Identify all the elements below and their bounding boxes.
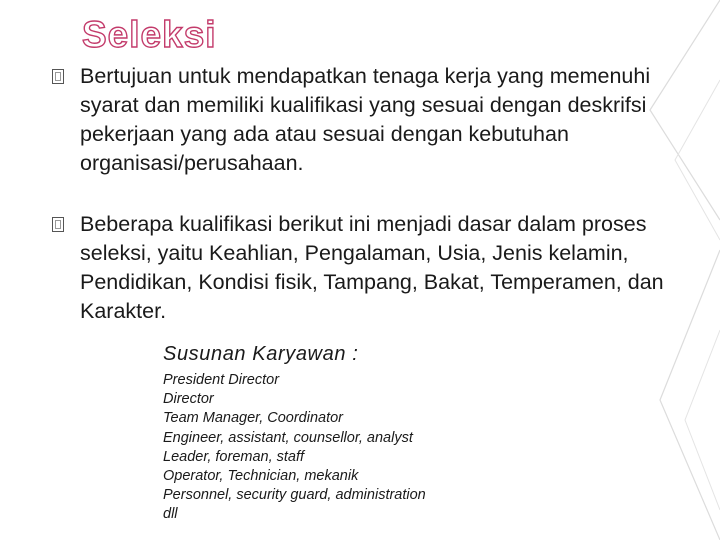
susunan-item: Director [163, 391, 214, 408]
susunan-item: Leader, foreman, staff [163, 448, 305, 465]
susunan-item: Team Manager, Coordinator [163, 410, 344, 427]
susunan-item: President Director [163, 372, 280, 388]
bullet-item [52, 62, 692, 178]
susunan-item: Engineer, assistant, counsellor, analyst [163, 429, 413, 446]
bullet-text: Bertujuan untuk mendapatkan tenaga kerja yang memenuhi syarat dan memiliki kualifikasi yang sesuai dengan deskrifsi pekerjaan yang ada atau sesuai dengan kebutuhan organisasi/perusahaan. [80, 64, 651, 175]
susunan-item: Personnel, security guard, administration [163, 487, 426, 504]
box-bullet-icon [52, 69, 64, 84]
susunan-item: Operator, Technician, mekanik [163, 468, 359, 485]
slide-title: Seleksi [82, 14, 217, 55]
bullet-text: Beberapa kualifikasi berikut ini menjadi dasar dalam proses seleksi, yaitu Keahlian, Pengalaman, Usia, Jenis kelamin, Pendidikan, Kondisi fisik, Tampang, Bakat, Temperamen, dan Karakter. [80, 212, 664, 323]
susunan-list [163, 371, 426, 525]
bullet-list [52, 62, 692, 326]
bullet-item [52, 210, 692, 326]
susunan-karyawan-block [163, 341, 426, 525]
box-bullet-icon [52, 217, 64, 232]
susunan-item: dll [163, 506, 178, 523]
susunan-title: Susunan Karyawan : [163, 343, 359, 365]
